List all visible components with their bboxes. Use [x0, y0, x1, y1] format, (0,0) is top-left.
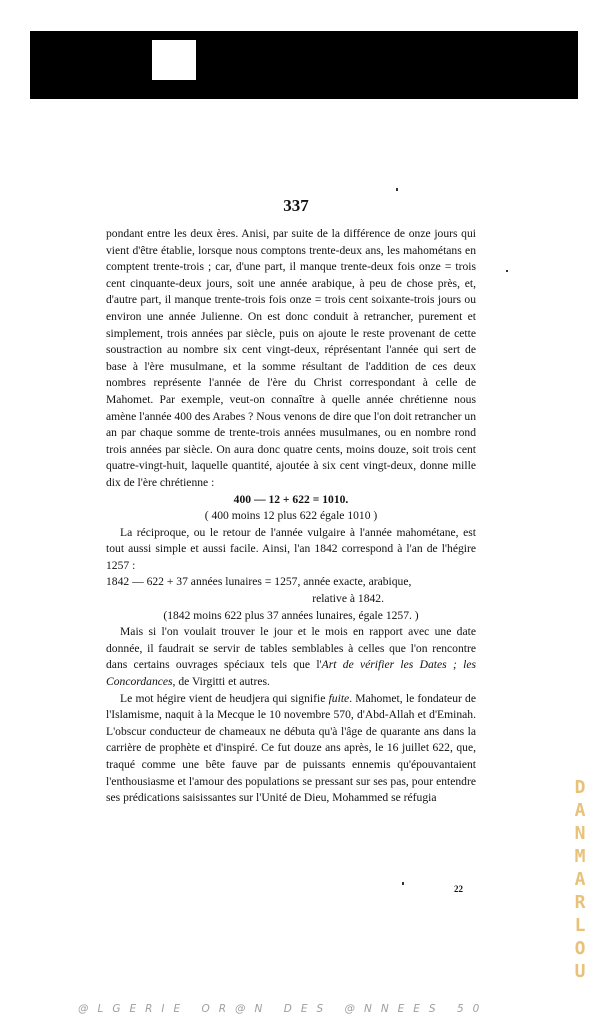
- equation: 1842 — 622 + 37 années lunaires = 1257, année exacte, arabique,: [106, 575, 412, 589]
- watermark-vertical: [566, 776, 592, 983]
- paragraph: [106, 624, 476, 690]
- scan-speck: [506, 270, 508, 272]
- watermark-letter: L: [574, 915, 586, 936]
- equation-note: (1842 moins 622 plus 37 années lunaires, égale 1257. ): [163, 608, 419, 622]
- paragraph-text: . Mahomet, le fondateur de l'Islamisme, naquit à la Mecque le 10 novembre 570, d'Abd-Allah et d'Eminah. L'obscur conducteur de chameaux ne débuta qu'à l'âge de quarante ans dans la carrière de prophète et d'inspiré. Ce fut douze ans après, le 16 juillet 622, que, traqué comme une bête fauve par de puissants ennemis qu'épouvantaient l'enthousiasme et l'amour des populations se pressant sur ses pas, pour entendre ses prédications saisissantes sur l'Unité de Dieu, Mohammed se réfugia: [106, 691, 477, 805]
- paragraph-text: , de Virgitti et autres.: [172, 675, 270, 689]
- emphasis: fuite: [328, 691, 350, 705]
- body-text: [106, 226, 476, 807]
- redaction-bar: [30, 31, 578, 99]
- watermark-letter: M: [574, 846, 586, 867]
- paragraph: La réciproque, ou le retour de l'année vulgaire à l'année mahométane, est tout aussi simple et aussi facile. Ainsi, l'an 1842 correspond à l'an de l'hégire 1257 :: [106, 525, 476, 572]
- watermark-bottom: @LGERIE OR@N DES @NNEES 50: [78, 1003, 489, 1015]
- equation-continuation: relative à 1842.: [312, 592, 384, 606]
- watermark-letter: A: [574, 800, 586, 821]
- watermark-letter: R: [574, 892, 586, 913]
- watermark-letter: O: [574, 938, 586, 959]
- paragraph-text: Mais si l'on voulait trouver le jour et le mois en rapport avec une date donnée, il faudrait se servir de tables semblables à celles que l'on rencontre dans certains ouvrages spéciaux tels que l': [106, 625, 476, 672]
- scan-speck: [402, 882, 404, 885]
- scan-speck: [396, 188, 398, 191]
- watermark-letter: U: [574, 961, 586, 982]
- paragraph-text: Le mot hégire vient de heudjera qui signifie: [120, 691, 329, 705]
- page-number: 337: [283, 196, 309, 215]
- watermark-letter: A: [574, 869, 586, 890]
- watermark-letter: N: [574, 823, 586, 844]
- equation: 400 — 12 + 622 = 1010.: [233, 492, 349, 506]
- paragraph: [106, 691, 476, 807]
- signature-mark: 22: [454, 884, 463, 894]
- redaction-notch: [152, 40, 196, 80]
- watermark-letter: D: [574, 777, 586, 798]
- paragraph: pondant entre les deux ères. Anisi, par suite de la différence de onze jours qui vient d'être établie, lorsque nous comptons trente-deux ans, les mahométans en comptent trente-trois ; car, d'une part, il manque trente-deux fois onze = trois cent cinquante-deux jours, soit une année arabique, à peu de chose près, et, d'autre part, il manque trente-trois fois onze = trois cent soixante-trois jours ou environ une année Julienne. On est donc conduit à retrancher, purement et simplement, trois années par siècle, puis on ajoute le reste provenant de cette soustraction au nombre six cent vingt-deux, réprésentant l'année qui sert de base à l'ère musulmane, et la somme résultant de l'addition de ces deux nombres représente l'année de l'ère du Christ correspondant à celle de Mahomet. Par exemple, veut-on connaître à quelle année chrétienne nous amène l'année 400 des Arabes ? Nous venons de dire que l'on doit retrancher un an par chaque somme de trente-trois années musulmanes, ou en nombre rond trois années par siècle. On aura donc quatre cents, moins douze, soit trois cent quatre-vingt-huit, laquelle quantité, ajoutée à six cent vingt-deux, donne mille dix de l'ère chrétienne :: [106, 227, 476, 489]
- equation-note: ( 400 moins 12 plus 622 égale 1010 ): [204, 509, 378, 523]
- book-title: Art de vérifier les Dates ; les Concordances: [106, 658, 476, 689]
